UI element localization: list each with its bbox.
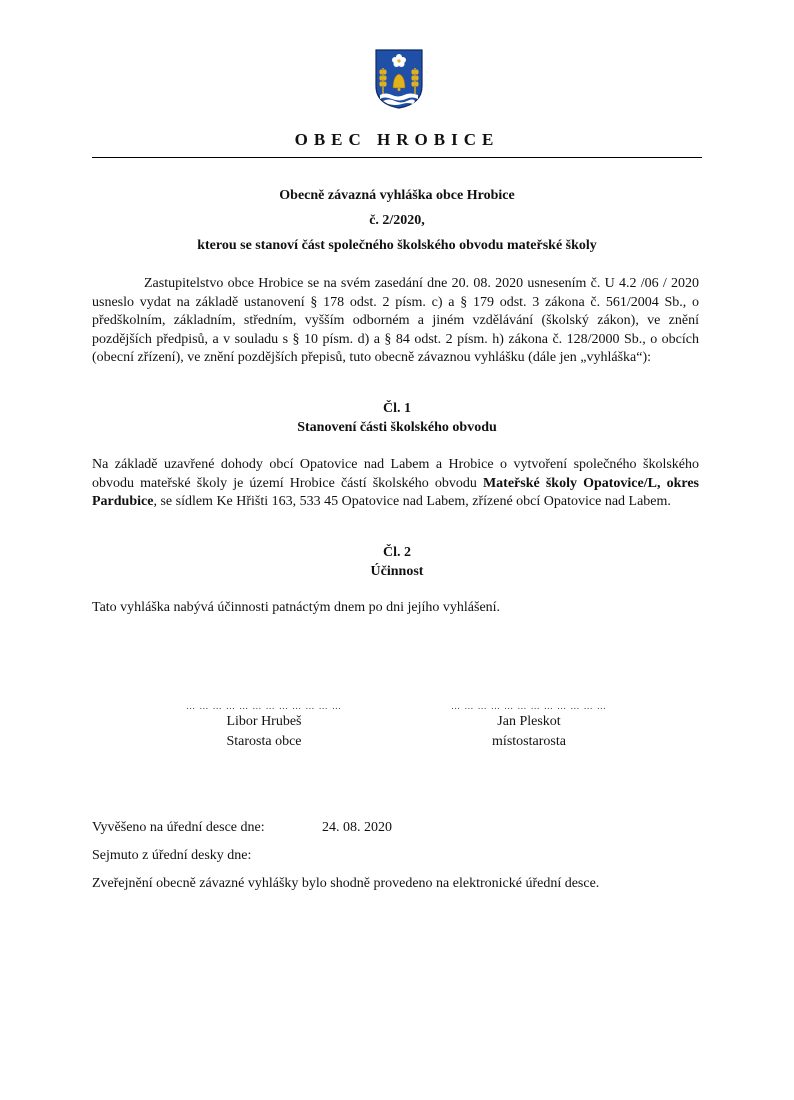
article-2-text: Tato vyhláška nabývá účinnosti patnáctým dnem po dni jejího vyhlášení. bbox=[92, 600, 501, 615]
article-1-text bbox=[92, 456, 699, 512]
signature-block-mayor bbox=[154, 700, 374, 752]
signature-block-deputy bbox=[419, 700, 639, 752]
article-2-number: Čl. 2 bbox=[383, 545, 411, 560]
header-divider bbox=[92, 157, 702, 158]
municipality-name: OBEC HROBICE bbox=[294, 130, 500, 149]
signatory-name: Jan Pleskot bbox=[497, 714, 561, 729]
article-2-heading: Účinnost bbox=[370, 564, 424, 579]
electronic-board-note: Zveřejnění obecně závazné vyhlášky bylo shodně provedeno na elektronické úřední desce. bbox=[92, 876, 600, 891]
decree-subtitle: kterou se stanoví část společného školského obvodu mateřské školy bbox=[197, 238, 597, 253]
signature-line: … … … … … … … … … … … … bbox=[451, 701, 607, 711]
kindergarten-name: Mateřské školy Opatovice/L, okres Pardubice bbox=[92, 475, 699, 509]
signatory-role: místostarosta bbox=[492, 734, 566, 749]
article-1-heading: Stanovení části školského obvodu bbox=[297, 420, 497, 435]
posted-date: 24. 08. 2020 bbox=[322, 820, 392, 835]
article-1-number: Čl. 1 bbox=[383, 401, 411, 416]
article-1-text-end: , se sídlem Ke Hřišti 163, 533 45 Opatovice nad Labem, zřízené obcí Opatovice nad Labem. bbox=[153, 494, 671, 509]
decree-number: č. 2/2020, bbox=[369, 213, 425, 228]
article-1-text-start: Na základě uzavřené dohody obcí Opatovice nad Labem a Hrobice o vytvoření společného školského obvodu mateřské školy je území Hrobice částí školského obvodu bbox=[92, 457, 699, 491]
removed-label: Sejmuto z úřední desky dne: bbox=[92, 848, 252, 863]
signatory-role: Starosta obce bbox=[226, 734, 302, 749]
signatory-name: Libor Hrubeš bbox=[226, 714, 302, 729]
signature-line: … … … … … … … … … … … … bbox=[186, 701, 342, 711]
decree-title: Obecně závazná vyhláška obce Hrobice bbox=[279, 188, 515, 203]
coat-of-arms-icon bbox=[374, 48, 424, 110]
decree-intro: Zastupitelstvo obce Hrobice se na svém zasedání dne 20. 08. 2020 usnesením č. U 4.2 /06 / 2020 usneslo vydat na základě ustanovení § 178 odst. 2 písm. c) a § 179 odst. 3 zákona č. 561/2004 Sb., o předškolním, základním, středním, vyšším odborném a jiném vzdělávání (školský zákon), ve znění pozdějších předpisů, a v souladu s § 10 písm. d) a § 84 odst. 2 písm. h) zákona č. 128/2000 Sb., o obcích (obecní zřízení), ve znění pozdějších přepisů, tuto obecně závaznou vyhlášku (dále jen „vyhláška“): bbox=[92, 276, 699, 365]
posted-label: Vyvěšeno na úřední desce dne: bbox=[92, 820, 265, 835]
